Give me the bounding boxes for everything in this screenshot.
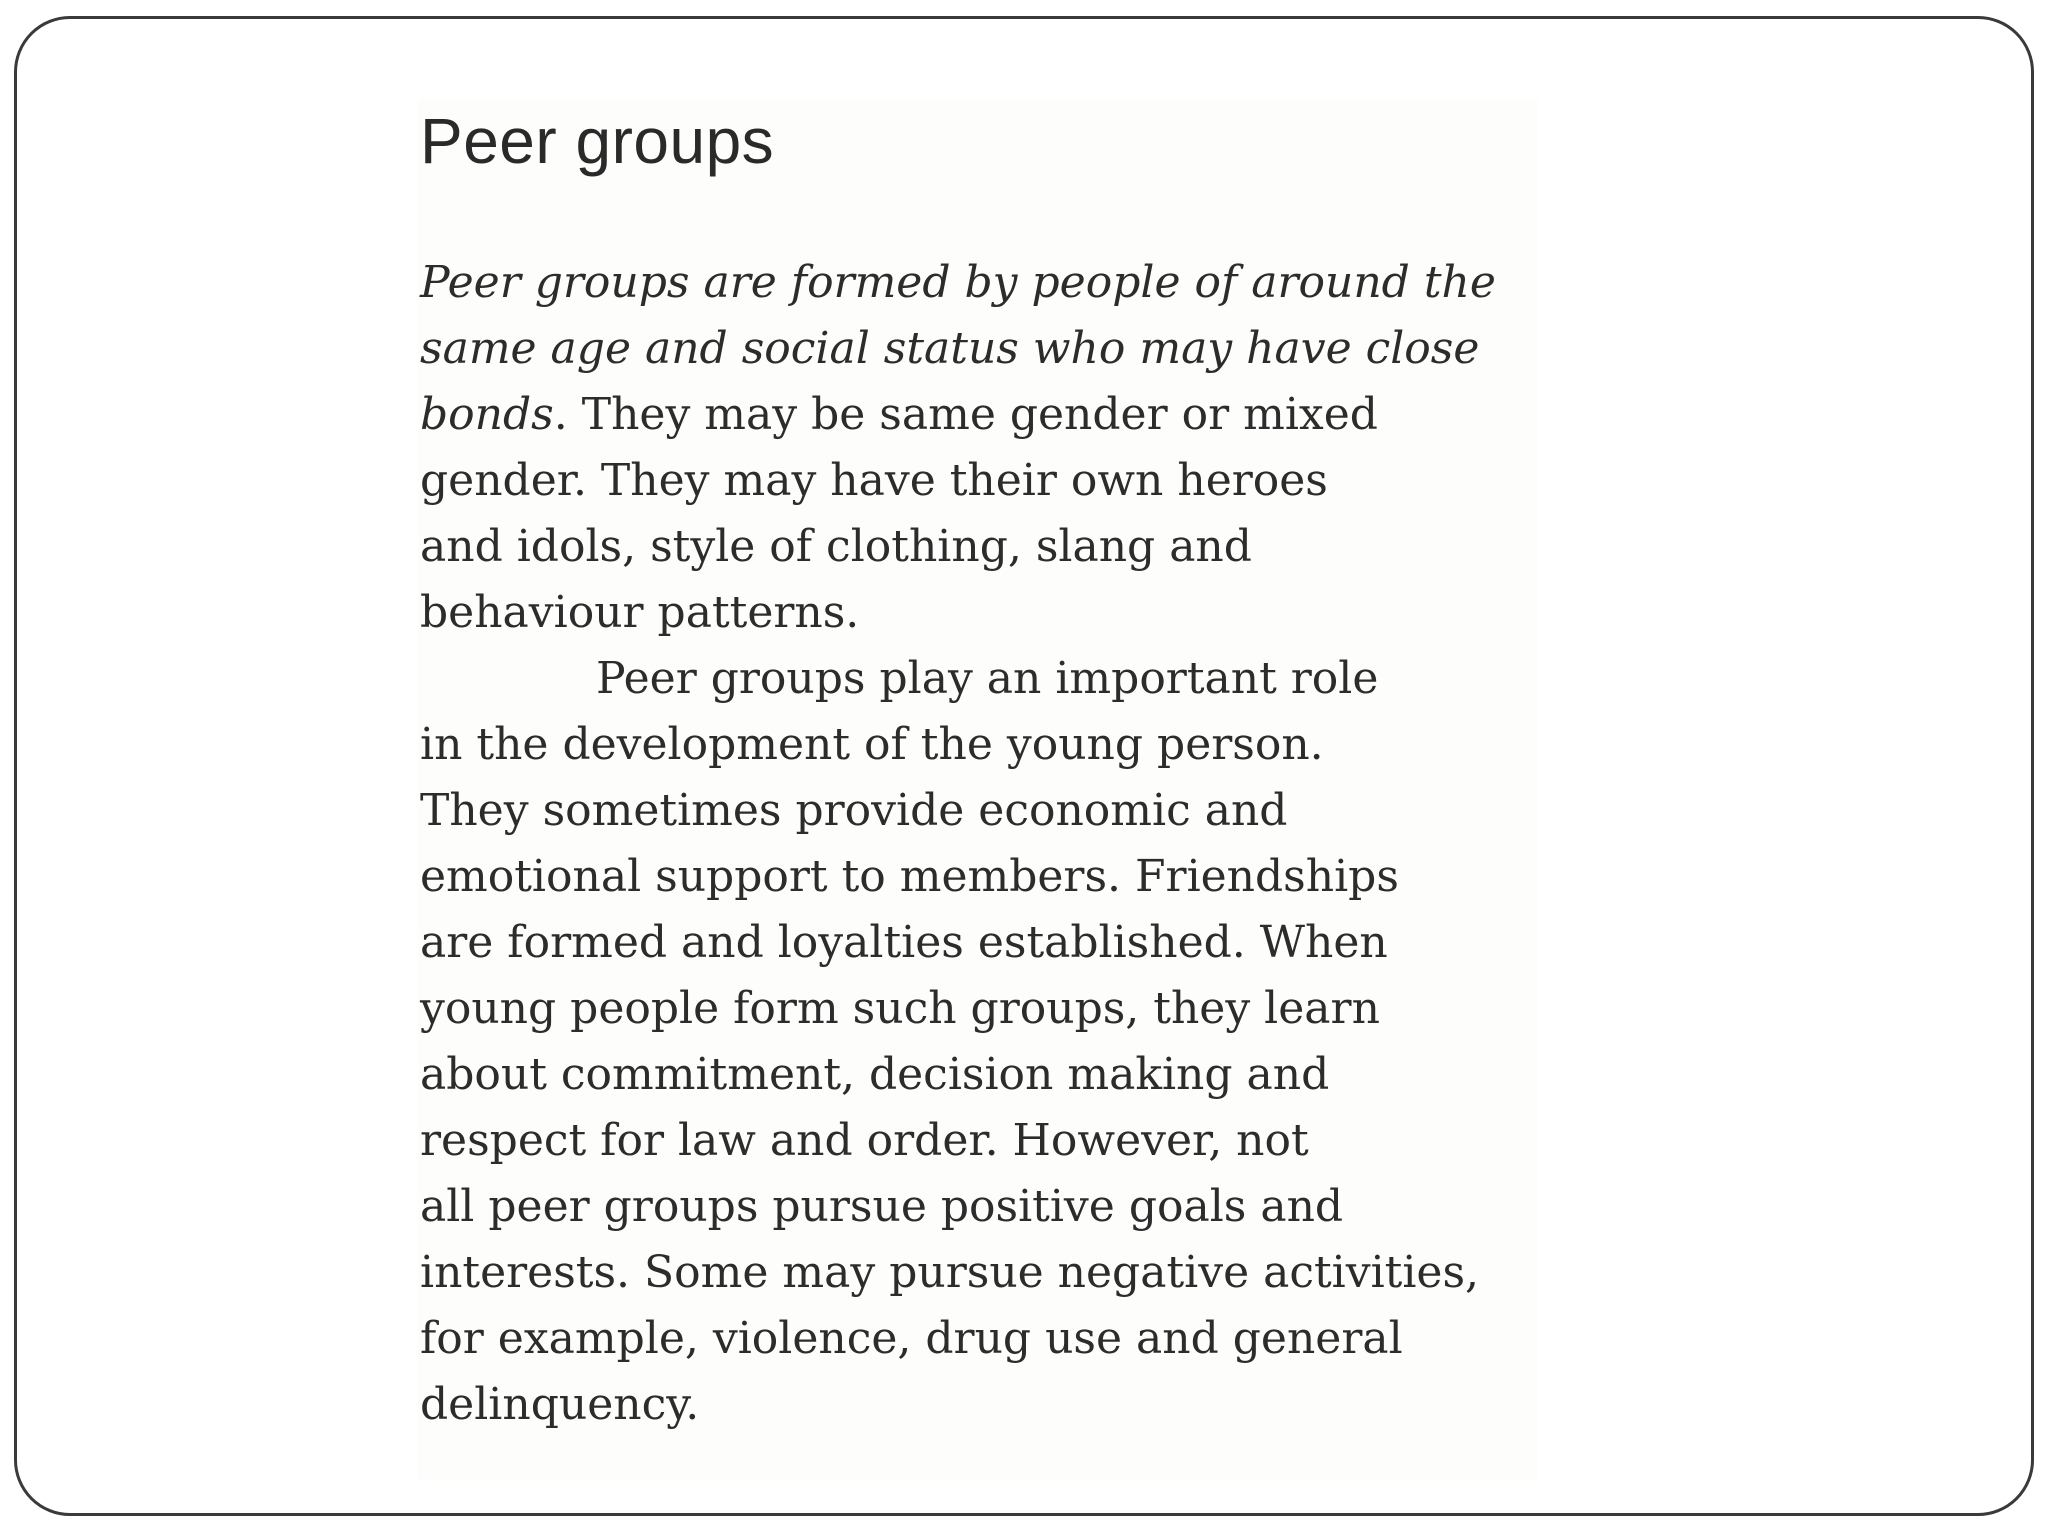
text-line bbox=[420, 250, 1550, 316]
text-line bbox=[420, 1042, 1550, 1108]
text-line bbox=[420, 580, 1550, 646]
text-line bbox=[420, 910, 1550, 976]
paragraph-start-line bbox=[420, 646, 1550, 712]
text-line-regular: respect for law and order. However, not bbox=[420, 1115, 1309, 1166]
text-line-regular: in the development of the young person. bbox=[420, 719, 1324, 770]
text-line-italic: Peer groups are formed by people of around the bbox=[420, 257, 1496, 308]
text-line-regular: interests. Some may pursue negative activities, bbox=[420, 1247, 1480, 1298]
text-line-regular: about commitment, decision making and bbox=[420, 1049, 1330, 1100]
body-text bbox=[420, 250, 1550, 1438]
text-line-regular: young people form such groups, they learn bbox=[420, 983, 1380, 1034]
text-line-regular: . They may be same gender or mixed bbox=[553, 389, 1378, 440]
text-line-regular: They sometimes provide economic and bbox=[420, 785, 1288, 836]
text-line bbox=[420, 712, 1550, 778]
text-line bbox=[420, 382, 1550, 448]
text-line-regular: all peer groups pursue positive goals and bbox=[420, 1181, 1344, 1232]
text-line bbox=[420, 448, 1550, 514]
text-line bbox=[420, 1174, 1550, 1240]
text-line bbox=[420, 1108, 1550, 1174]
text-line-regular: behaviour patterns. bbox=[420, 587, 860, 638]
text-line bbox=[420, 1240, 1550, 1306]
text-line-regular: delinquency. bbox=[420, 1379, 700, 1430]
text-line-regular: Peer groups play an important role bbox=[596, 653, 1379, 704]
text-line bbox=[420, 514, 1550, 580]
text-line-regular: and idols, style of clothing, slang and bbox=[420, 521, 1252, 572]
text-line bbox=[420, 976, 1550, 1042]
text-line-regular: emotional support to members. Friendships bbox=[420, 851, 1399, 902]
text-line bbox=[420, 1306, 1550, 1372]
text-line-italic: bonds bbox=[420, 389, 554, 440]
text-line bbox=[420, 844, 1550, 910]
text-line-regular: for example, violence, drug use and general bbox=[420, 1313, 1403, 1364]
text-line bbox=[420, 1372, 1550, 1438]
text-line-italic: same age and social status who may have close bbox=[420, 323, 1480, 374]
text-line-regular: gender. They may have their own heroes bbox=[420, 455, 1328, 506]
text-line-regular: are formed and loyalties established. When bbox=[420, 917, 1388, 968]
text-line bbox=[420, 316, 1550, 382]
text-line bbox=[420, 778, 1550, 844]
page-title: Peer groups bbox=[420, 105, 775, 177]
